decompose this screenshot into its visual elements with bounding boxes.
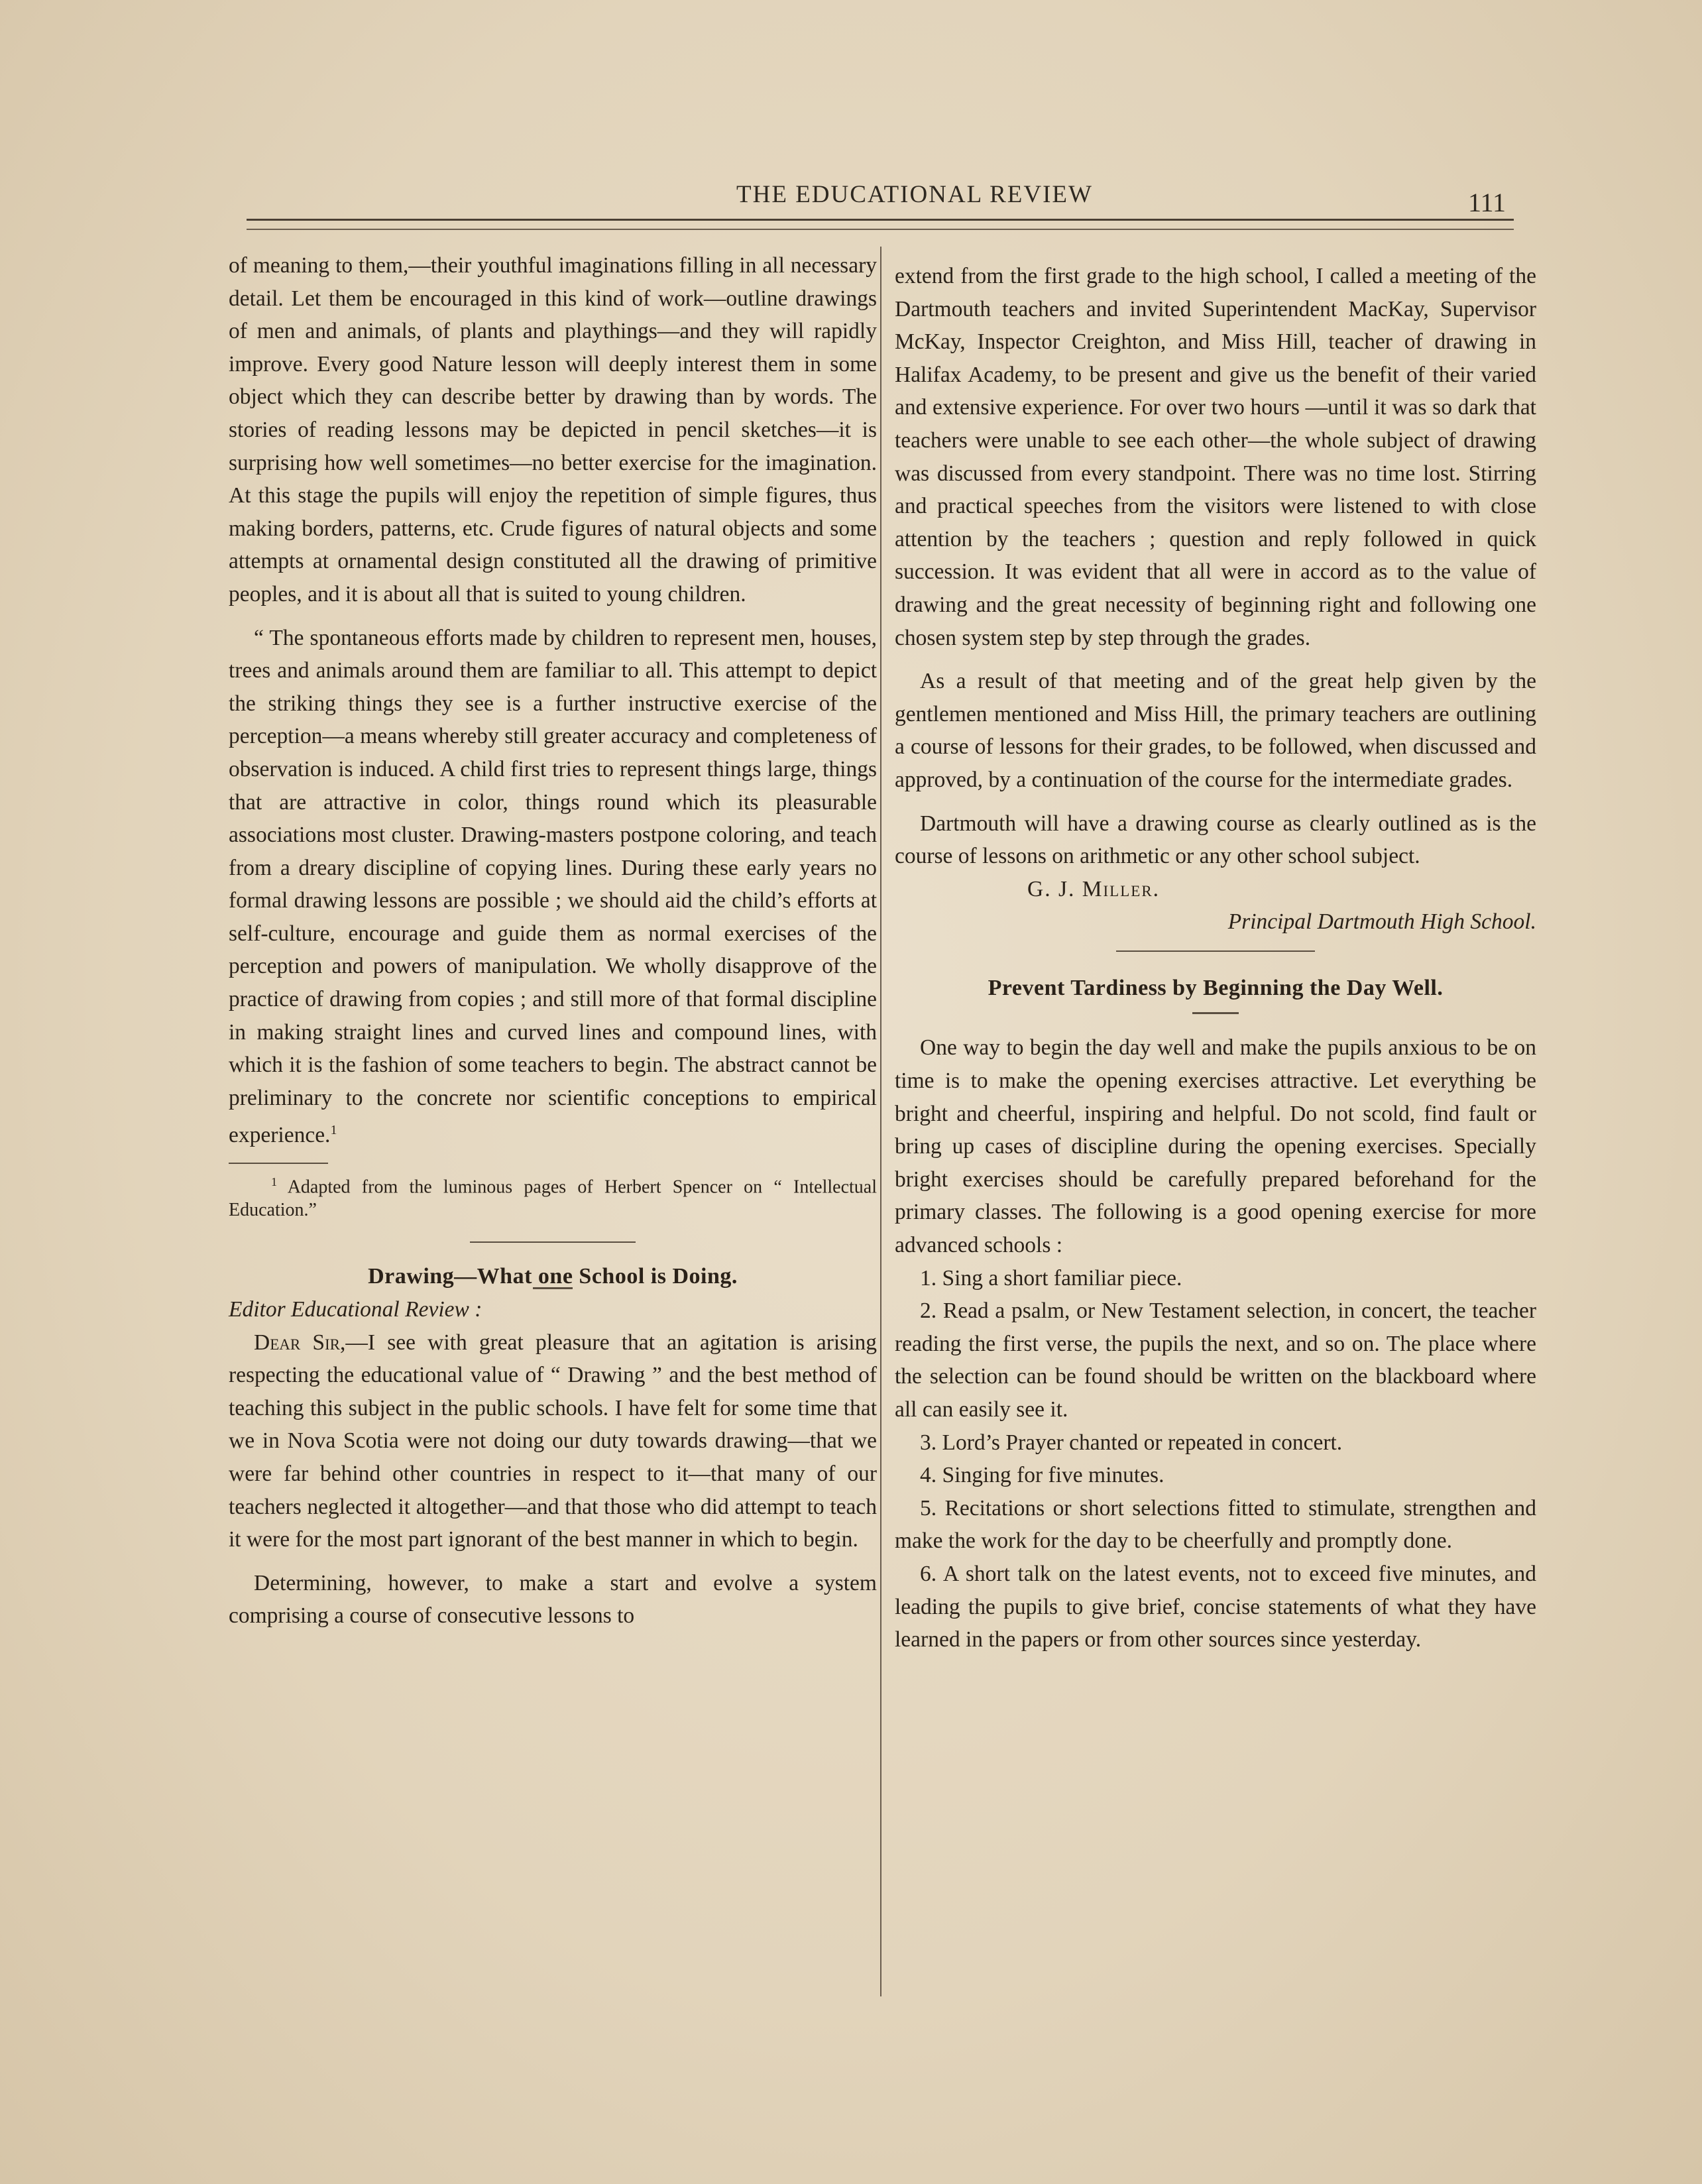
signature-title: Principal Dartmouth High School. <box>1227 909 1536 935</box>
list-item: 1. Sing a short familiar piece. <box>920 1265 1182 1291</box>
footnote-reference: 1 <box>330 1123 337 1138</box>
footnote-rule <box>229 1163 328 1164</box>
signature-name: G. J. Miller. <box>1027 876 1161 901</box>
footnote-marker: 1 <box>271 1175 277 1189</box>
right-column <box>895 260 1536 1656</box>
list-item: 5. Recitations or short selections fitted to stimulate, strengthen and make the work for the day to be cheerfully and promptly done. <box>895 1495 1536 1554</box>
letter-paragraph-1 <box>229 1326 877 1556</box>
header-rule-secondary <box>247 229 1514 230</box>
column-divider <box>880 247 881 1996</box>
continuation-paragraph: of meaning to them,—their youthful imaginations filling in all necessary detail. Let them be encouraged in this kind of work—outline drawings of men and animals, of plants and playthings—and they will rapidly improve. Every good Nature lesson will deeply interest them in some object which they can describe better by drawing than by words. The stories of reading lessons may be depicted in pencil sketches—it is surprising how well sometimes—no better exercise for the imagination. At this stage the pupils will enjoy the repetition of simple figures, thus making borders, patterns, etc. Crude figures of natural objects and some attempts at ornamental design constituted all the drawing of primitive peoples, and it is about all that is suited to young children. <box>229 253 877 606</box>
section-rule-right <box>1116 950 1315 952</box>
header-rule <box>247 219 1514 221</box>
letter-opening-caps: Dear Sir, <box>254 1330 346 1355</box>
running-title: THE EDUCATIONAL REVIEW <box>736 181 1093 208</box>
article2-intro: One way to begin the day well and make the pupils anxious to be on time is to make the opening exercises attractive. Let everything be bright and cheerful, inspiring and helpful. Do not scold, find fault or bring up cases of discipline during the opening exercises. Specially bright exercises should be carefully prepared beforehand for the primary classes. The following is a good opening exercise for more advanced schools : <box>895 1035 1536 1258</box>
letter-paragraph-2-continued: extend from the first grade to the high school, I called a meeting of the Dartmouth teachers and invited Superintendent MacKay, Supervisor McKay, Inspector Creighton, and Miss Hill, teacher of drawing in Halifax Academy, to be present and give us the benefit of their varied and extensive experience. For over two hours —until it was so dark that teachers were unable to see each other—the whole subject of drawing was discussed from every standpoint. There was no time lost. Stirring and practical speeches from the visitors were listened to with close attention by the teachers ; question and reply followed in quick succession. It was evident that all were in accord as to the value of drawing and the great necessity of beginning right and following one chosen system step by step through the grades. <box>895 264 1536 650</box>
section-rule <box>470 1241 636 1243</box>
left-column <box>229 249 877 1633</box>
letter-paragraph-3: As a result of that meeting and of the great help given by the gentlemen mentioned and Miss Hill, the primary teachers are outlining a course of lessons for their grades, to be followed, when discussed and approved, by a continuation of the course for the intermediate grades. <box>895 669 1536 792</box>
list-item: 2. Read a psalm, or New Testament selection, in concert, the teacher reading the first verse, the pupils the next, and so on. The place where the selection can be found should be written on the blackboard where all can easily see it. <box>895 1298 1536 1422</box>
article2-heading: Prevent Tardiness by Beginning the Day Well. <box>988 975 1444 1000</box>
page-number: 111 <box>1468 188 1506 217</box>
list-item: 4. Singing for five minutes. <box>920 1463 1164 1488</box>
article2-heading-underline <box>1192 1012 1239 1014</box>
quote-paragraph <box>229 622 877 1153</box>
footnote <box>229 1171 877 1221</box>
letter-paragraph-2-start: Determining, however, to make a start and evolve a system comprising a course of consecutive lessons to <box>229 1570 877 1629</box>
letter-paragraph-1-text: —I see with great pleasure that an agitation is arising respecting the educational value of “ Drawing ” and the best method of teaching this subject in the public schools. I have felt for some time that we in Nova Scotia were not doing our duty towards drawing—that we were far behind other countries in respect to it—that many of our teachers neglected it altogether—and that those who did attempt to teach it were for the most part ignorant of the best manner in which to begin. <box>229 1330 878 1552</box>
footnote-text: Adapted from the luminous pages of Herbert Spencer on “ Intellectual Education.” <box>229 1177 877 1220</box>
article-heading: Drawing—What one School is Doing. <box>368 1263 738 1289</box>
letter-paragraph-4: Dartmouth will have a drawing course as clearly outlined as is the course of lessons on arithmetic or any other school subject. <box>895 811 1536 869</box>
quote-text: “ The spontaneous efforts made by children to represent men, houses, trees and animals around them are familiar to all. This attempt to depict the striking things they see is a further instructive exercise of the perception—a means whereby still greater accuracy and completeness of observation is induced. A child first tries to represent things large, things that are attractive in color, things round which its pleasurable associations most cluster. Drawing-masters postpone coloring, and teach from a dreary discipline of copying lines. During these early years no formal drawing lessons are possible ; we should aid the child’s efforts at self-culture, encourage and guide them as normal exercises of the perception and powers of manipulation. We wholly disapprove of the practice of drawing from copies ; and still more of that formal discipline in making straight lines and curved lines and compound lines, with which it is the fashion of some teachers to begin. The abstract cannot be preliminary to the concrete nor scientific conceptions to empirical experience. <box>229 625 877 1148</box>
signature-line <box>895 873 1536 906</box>
list-item: 6. A short talk on the latest events, not to exceed five minutes, and leading the pupils to give brief, concise statements of what they have learned in the papers or from other sources since yesterday. <box>895 1561 1536 1652</box>
letter-salutation: Editor Educational Review : <box>229 1297 482 1322</box>
list-item: 3. Lord’s Prayer chanted or repeated in concert. <box>920 1430 1343 1455</box>
